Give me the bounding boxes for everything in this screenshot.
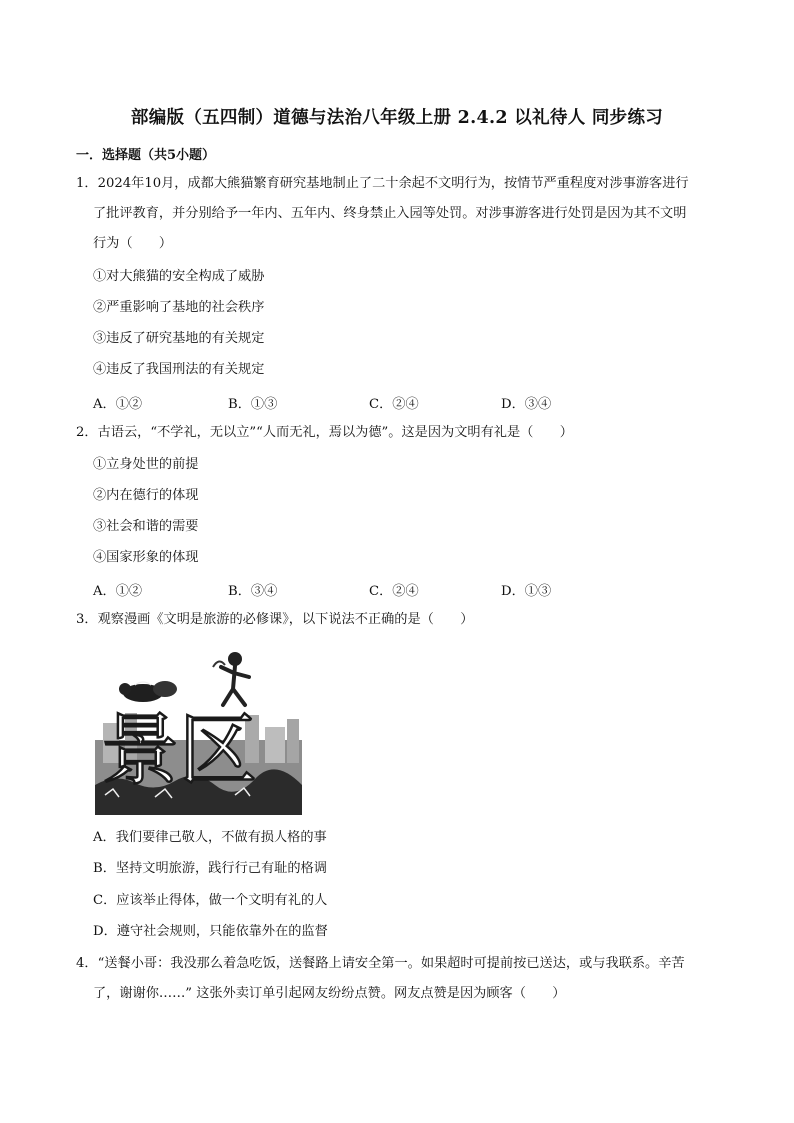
q1-line-1: 1．2024年10月，成都大熊猫繁育研究基地制止了二十余起不文明行为，按情节严重程度对涉事游客进行 [76,176,689,191]
q4-line-2: 了，谢谢你……” 这张外卖订单引起网友纷纷点赞。网友点赞是因为顾客（ ） [93,986,566,1001]
q3-choice-a: A．我们要律己敬人，不做有损人格的事 [93,830,327,845]
q3-choice-b: B．坚持文明旅游，践行行己有耻的格调 [93,861,327,876]
q2-statement-2: ②内在德行的体现 [93,488,199,503]
q1-statement-1: ①对大熊猫的安全构成了威胁 [93,269,265,284]
q1-choice-d: D．③④ [501,397,552,412]
q1-line-2: 了批评教育，并分别给予一年内、五年内、终身禁止入园等处罚。对涉事游客进行处罚是因为其不文明 [93,206,687,221]
q4-line-1: 4．“送餐小哥：我没那么着急吃饭，送餐路上请安全第一。如果超时可提前按已送达，或与我联系。辛苦 [76,956,685,971]
q1-choice-b: B．①③ [228,397,278,412]
q2-statement-1: ①立身处世的前提 [93,457,199,472]
section-heading: 一．选择题（共5小题） [76,148,216,163]
q2-statement-4: ④国家形象的体现 [93,550,199,565]
q2-choice-a: A．①② [93,584,143,599]
comic-illustration [95,645,302,815]
q2-statement-3: ③社会和谐的需要 [93,519,199,534]
q1-choice-a: A．①② [93,397,143,412]
q3-choice-c: C．应该举止得体，做一个文明有礼的人 [93,893,328,908]
q1-choice-c: C．②④ [369,397,419,412]
comic-image [95,645,302,815]
q3-choice-d: D．遵守社会规则，只能依靠外在的监督 [93,924,328,939]
q2-choice-d: D．①③ [501,584,552,599]
q2-line-1: 2．古语云，“不学礼，无以立”“人而无礼，焉以为德”。这是因为文明有礼是（ ） [76,425,573,440]
q2-choice-b: B．③④ [228,584,278,599]
q2-choice-c: C．②④ [369,584,419,599]
comic-characters: 景区 [101,706,258,796]
q1-line-3: 行为（ ） [93,236,173,251]
q1-statement-4: ④违反了我国刑法的有关规定 [93,362,265,377]
q1-statement-2: ②严重影响了基地的社会秩序 [93,300,265,315]
page-title: 部编版（五四制）道德与法治八年级上册 2.4.2 以礼待人 同步练习 [130,108,664,128]
q3-line-1: 3．观察漫画《文明是旅游的必修课》，以下说法不正确的是（ ） [76,612,474,627]
q1-statement-3: ③违反了研究基地的有关规定 [93,331,265,346]
